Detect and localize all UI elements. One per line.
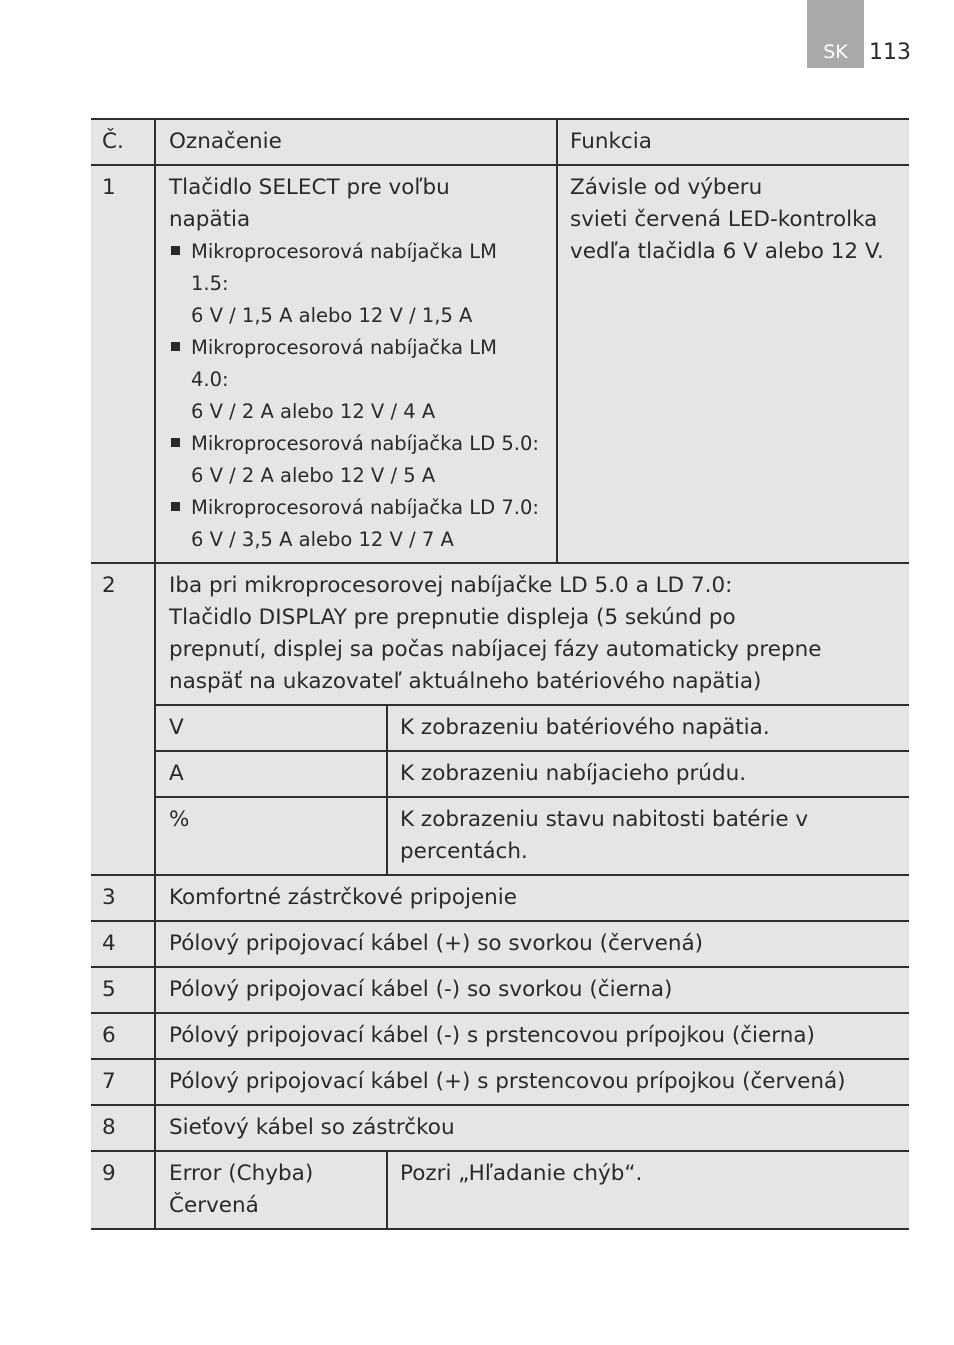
row-text: Pólový pripojovací kábel (-) so svorkou (čierna)	[169, 977, 673, 1002]
list-item	[169, 492, 548, 556]
language-label: SK	[823, 41, 848, 63]
table-row	[91, 968, 909, 1014]
header-function: Funkcia	[570, 129, 652, 154]
row-number: 7	[91, 1060, 156, 1104]
item-line: Mikroprocesorová nabíjačka LD 5.0:	[191, 432, 539, 455]
row-number: 2	[91, 564, 156, 874]
row-number: 5	[91, 968, 156, 1012]
table-row	[91, 1014, 909, 1060]
description-line: Iba pri mikroprocesorovej nabíjačke LD 5.0 a LD 7.0:	[169, 573, 733, 598]
item-line: 6 V / 3,5 A alebo 12 V / 7 A	[191, 528, 454, 551]
item-line: 1.5:	[191, 272, 229, 295]
header-number: Č.	[91, 120, 156, 164]
item-line: Mikroprocesorová nabíjačka LM	[191, 336, 497, 359]
table-row	[91, 1060, 909, 1106]
table-row	[91, 166, 909, 564]
list-item	[169, 428, 548, 492]
charger-list	[169, 236, 548, 556]
display-mode-symbol: A	[156, 752, 388, 796]
display-button-block	[156, 564, 909, 874]
item-line: 4.0:	[191, 368, 229, 391]
table-row	[91, 922, 909, 968]
function-line: svieti červená LED-kontrolka	[570, 207, 878, 232]
row-title: Tlačidlo SELECT pre voľbu	[169, 175, 450, 200]
language-tab	[807, 0, 864, 68]
display-button-description	[156, 564, 909, 706]
row-number: 9	[91, 1152, 156, 1228]
row-text: Komfortné zástrčkové pripojenie	[169, 885, 517, 910]
item-line: 6 V / 1,5 A alebo 12 V / 1,5 A	[191, 304, 473, 327]
description-line: naspäť na ukazovateľ aktuálneho batériového napätia)	[169, 669, 762, 694]
table-row	[91, 1106, 909, 1152]
row-text: Pólový pripojovací kábel (-) s prstencovou prípojkou (čierna)	[169, 1023, 815, 1048]
row-number: 1	[91, 166, 156, 562]
row-number: 4	[91, 922, 156, 966]
display-mode-row	[156, 798, 909, 874]
table-row	[91, 876, 909, 922]
page-number: 113	[869, 40, 911, 65]
row-text: Sieťový kábel so zástrčkou	[169, 1115, 455, 1140]
table-row	[91, 564, 909, 876]
error-reference: Pozri „Hľadanie chýb“.	[400, 1161, 643, 1186]
display-mode-row	[156, 706, 909, 752]
table-header-row	[91, 120, 909, 166]
row-number: 8	[91, 1106, 156, 1150]
row-text: Pólový pripojovací kábel (+) so svorkou (červená)	[169, 931, 704, 956]
function-line: Závisle od výberu	[570, 175, 763, 200]
display-mode-text: K zobrazeniu nabíjacieho prúdu.	[400, 761, 747, 786]
row-number: 6	[91, 1014, 156, 1058]
display-mode-symbol: V	[156, 706, 388, 750]
description-line: Tlačidlo DISPLAY pre prepnutie displeja (5 sekúnd po	[169, 605, 736, 630]
row-title-continued: napätia	[169, 207, 251, 232]
label-line: Error (Chyba)	[169, 1161, 314, 1186]
list-item	[169, 332, 548, 428]
item-line: Mikroprocesorová nabíjačka LM	[191, 240, 497, 263]
label-line: Červená	[169, 1193, 259, 1218]
select-button-function	[558, 166, 909, 562]
list-item	[169, 236, 548, 332]
display-mode-symbol: %	[156, 798, 388, 874]
function-line: vedľa tlačidla 6 V alebo 12 V.	[570, 239, 884, 264]
select-button-description	[156, 166, 558, 562]
item-line: 6 V / 2 A alebo 12 V / 4 A	[191, 400, 436, 423]
row-text: Pólový pripojovací kábel (+) s prstencovou prípojkou (červená)	[169, 1069, 846, 1094]
display-mode-text: K zobrazeniu batériového napätia.	[400, 715, 770, 740]
row-number: 3	[91, 876, 156, 920]
header-designation: Označenie	[156, 120, 558, 164]
legend-table	[91, 118, 909, 1230]
description-line: prepnutí, displej sa počas nabíjacej fázy automaticky prepne	[169, 637, 822, 662]
item-line: Mikroprocesorová nabíjačka LD 7.0:	[191, 496, 539, 519]
table-row	[91, 1152, 909, 1230]
item-line: 6 V / 2 A alebo 12 V / 5 A	[191, 464, 436, 487]
text-line: percentách.	[400, 839, 528, 864]
display-mode-row	[156, 752, 909, 798]
error-label	[156, 1152, 388, 1228]
display-mode-text	[388, 798, 909, 874]
text-line: K zobrazeniu stavu nabitosti batérie v	[400, 807, 809, 832]
